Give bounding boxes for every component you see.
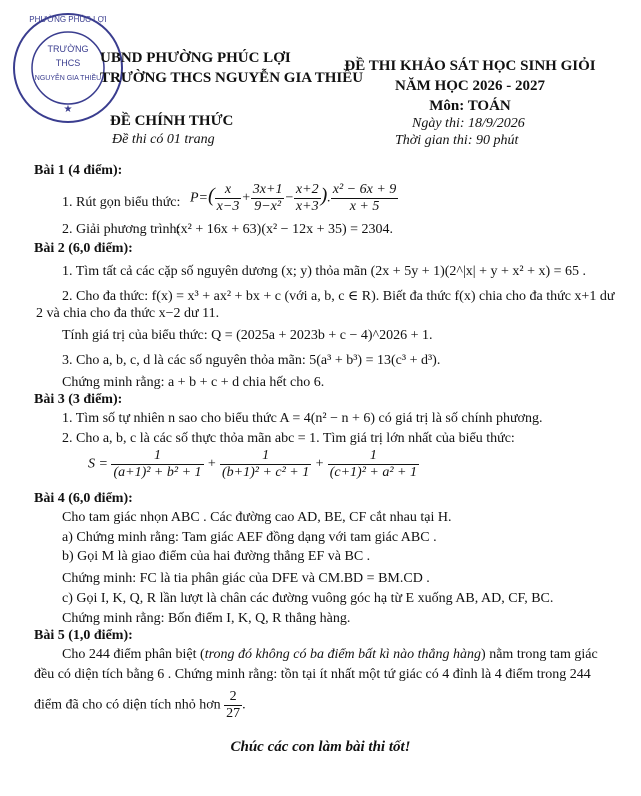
exam-duration: Thời gian thi: 90 phút	[395, 133, 519, 148]
bai1-q1-label: 1. Rút gọn biểu thức:	[62, 195, 181, 210]
header-left-line2: TRƯỜNG THCS NGUYỄN GIA THIỀU	[100, 70, 364, 86]
bai3-s-expr: S = $\frac{1}{\text{(a+1)² + b² + 1}}$ + $\frac{1}{\text{(b+1)² + c² + 1}}$ + $\frac{1}{\text{(c+1)² + a² + 1}}$	[88, 448, 417, 480]
stamp-ring: PHƯỜNG PHÚC LỢI	[29, 15, 107, 24]
header-right-line1: ĐỀ THI KHẢO SÁT HỌC SINH GIỎI	[344, 58, 596, 74]
bai4-b2: Chứng minh: FC là tia phân giác của DFE và CM.BD = BM.CD .	[62, 571, 430, 586]
bai4-c2: Chứng minh rằng: Bốn điểm I, K, Q, R thẳng hàng.	[62, 611, 351, 626]
bai1-q2-label: 2. Giải phương trình:	[62, 222, 181, 237]
bai5-title: Bài 5 (1,0 điểm):	[34, 628, 133, 643]
bai4-b: b) Gọi M là giao điểm của hai đường thẳng EF và BC .	[62, 549, 371, 564]
exam-date: Ngày thi: 18/9/2026	[412, 116, 525, 131]
stamp-star-icon: ★	[63, 104, 73, 115]
bai1-q1-expr: P=( $\frac{x}{x-3}$ + $\frac{3x+1}{\text{9−x²}}$ − $\frac{x+2}{x+3}$ ). $\frac{\text{x² − 6x + 9}}{x + 5}$	[190, 182, 397, 214]
bai4-title: Bài 4 (6,0 điểm):	[34, 491, 133, 506]
bai2-q2-line2: 2 và chia cho đa thức x−2 dư 11.	[36, 306, 220, 321]
bai3-title: Bài 3 (3 điểm):	[34, 392, 123, 407]
header-left-line1: UBND PHƯỜNG PHÚC LỢI	[100, 50, 291, 66]
bai2-q3-line1: 3. Cho a, b, c, d là các số nguyên thỏa mãn: 5(a³ + b³) = 13(c³ + d³).	[62, 353, 441, 368]
stamp-line2: THCS	[55, 58, 81, 68]
bai4-a: a) Chứng minh rằng: Tam giác AEF đồng dạng với tam giác ABC .	[62, 530, 437, 545]
bai5-line3: điểm đã cho có diện tích nhỏ hơn $\frac{2}{27}$ .	[34, 689, 246, 721]
bai2-q2-line3: Tính giá trị của biểu thức: Q = (2025a + 2023b + c − 4)^2026 + 1.	[62, 328, 433, 343]
bai5-line1: Cho 244 điểm phân biệt (trong đó không có ba điểm bất kì nào thẳng hàng) nằm trong tam giác	[62, 647, 598, 662]
bai5-line2: đều có diện tích bằng 6 . Chứng minh rằng: tồn tại ít nhất một tứ giác có 4 đỉnh là 4 điểm trong 244	[34, 667, 591, 682]
bai2-q2-line1: 2. Cho đa thức: f(x) = x³ + ax² + bx + c (với a, b, c ∈ R). Biết đa thức f(x) chia cho đa thức x+1 dư	[62, 289, 615, 304]
bai3-q2: 2. Cho a, b, c là các số thực thỏa mãn abc = 1. Tìm giá trị lớn nhất của biểu thức:	[62, 431, 515, 446]
header-subject: Môn: TOÁN	[429, 98, 511, 114]
bai3-q1: 1. Tìm số tự nhiên n sao cho biểu thức A = 4(n² − n + 6) có giá trị là số chính phương.	[62, 411, 543, 426]
bai2-q3-line2: Chứng minh rằng: a + b + c + d chia hết cho 6.	[62, 375, 325, 390]
stamp-line1: TRƯỜNG	[47, 44, 89, 54]
header-right-line2: NĂM HỌC 2026 - 2027	[395, 78, 545, 94]
bai2-q1: 1. Tìm tất cả các cặp số nguyên dương (x; y) thỏa mãn (2x + 5y + 1)(2^|x| + y + x² + x) = 65 .	[62, 264, 587, 279]
bai1-title: Bài 1 (4 điểm):	[34, 163, 123, 178]
stamp-line3: NGUYỄN GIA THIỀU	[34, 75, 102, 82]
closing-message: Chúc các con làm bài thi tốt!	[230, 739, 411, 755]
bai1-q2-expr: (x² + 16x + 63)(x² − 12x + 35) = 2304.	[176, 222, 394, 237]
bai4-c: c) Gọi I, K, Q, R lần lượt là chân các đường vuông góc hạ từ E xuống AB, AD, CF, BC.	[62, 591, 554, 606]
bai2-title: Bài 2 (6,0 điểm):	[34, 241, 133, 256]
bai4-intro: Cho tam giác nhọn ABC . Các đường cao AD, BE, CF cắt nhau tại H.	[62, 510, 452, 525]
page-count: Đề thi có 01 trang	[112, 132, 215, 147]
s-label: S =	[88, 456, 108, 472]
official-label: ĐỀ CHÍNH THỨC	[110, 113, 234, 129]
school-stamp	[8, 8, 128, 128]
